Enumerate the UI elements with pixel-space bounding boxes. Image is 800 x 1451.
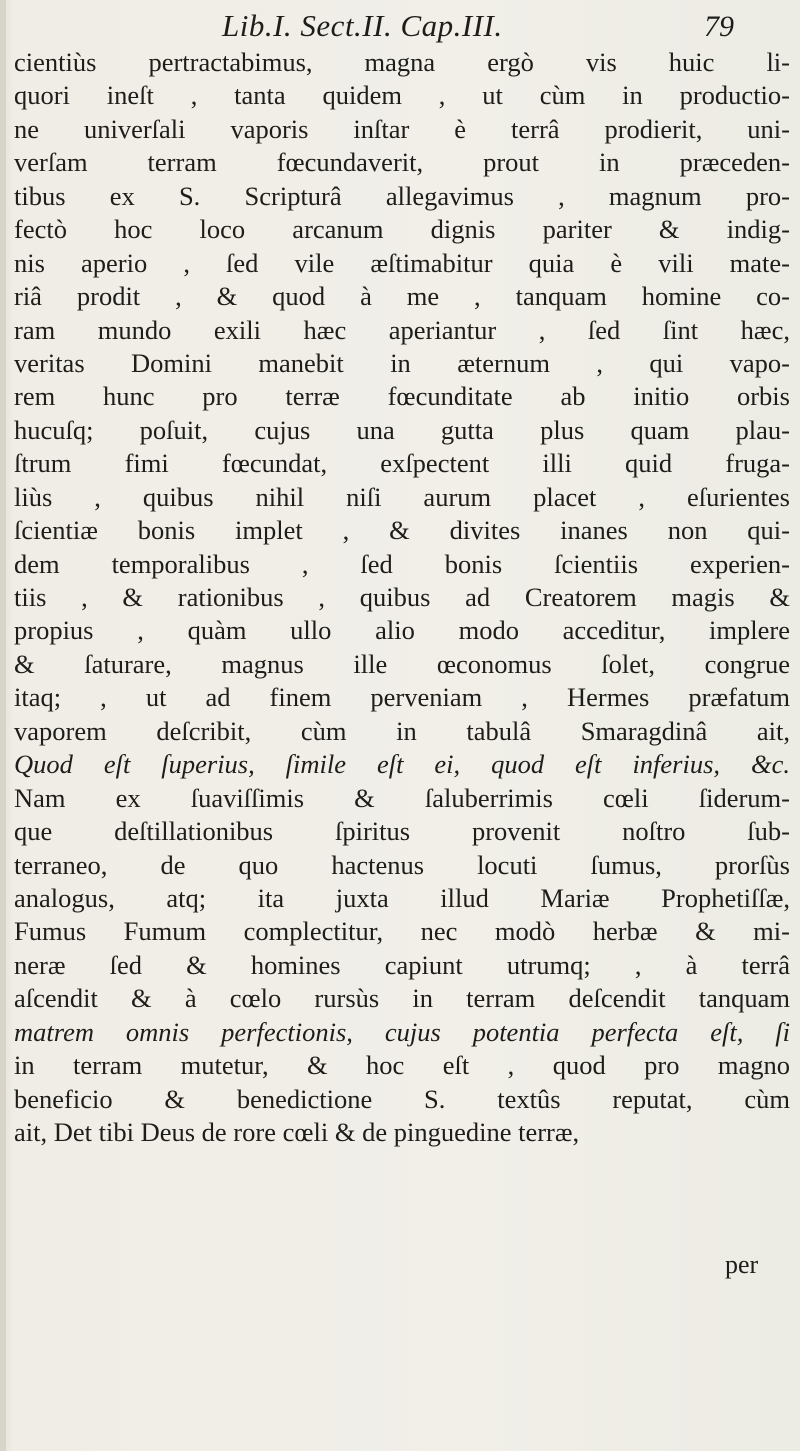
text-line: ſtrum fimi fœcundat, exſpectent illi quid fruga- <box>14 448 790 479</box>
text-line: rem hunc pro terræ fœcunditate ab initio orbis <box>14 381 790 412</box>
text-line: Nam ex ſuaviſſimis & ſaluberrimis cœli ſiderum- <box>14 782 790 813</box>
page-number: 79 <box>704 10 734 43</box>
text-line: quori ineſt , tanta quidem , ut cùm in productio- <box>14 80 790 111</box>
text-line: propius , quàm ullo alio modo acceditur, implere <box>14 615 790 646</box>
text-line: Quod eſt ſuperius, ſimile eſt ei, quod eſt inferius, &c. <box>14 749 790 780</box>
text-line: que deſtillationibus ſpiritus provenit noſtro ſub- <box>14 816 790 847</box>
text-line: neræ ſed & homines capiunt utrumq; , à terrâ <box>14 949 790 980</box>
body-text <box>14 46 790 1149</box>
text-line: liùs , quibus nihil niſi aurum placet , eſurientes <box>14 481 790 512</box>
text-line: dem temporalibus , ſed bonis ſcientiis experien- <box>14 548 790 579</box>
text-line: ram mundo exili hæc aperiantur , ſed ſint hæc, <box>14 314 790 345</box>
text-line: tibus ex S. Scripturâ allegavimus , magnum pro- <box>14 180 790 211</box>
text-line: cientiùs pertractabimus, magna ergò vis huic li- <box>14 47 790 77</box>
text-line: verſam terram fœcundaverit, prout in præceden- <box>14 147 790 178</box>
text-line: hucuſq; poſuit, cujus una gutta plus quam plau- <box>14 414 790 445</box>
text-line: itaq; , ut ad finem perveniam , Hermes præfatum <box>14 682 790 713</box>
text-line: ne univerſali vaporis inſtar è terrâ prodierit, uni- <box>14 113 790 144</box>
text-line: ſcientiæ bonis implet , & divites inanes non qui- <box>14 515 790 546</box>
text-line: in terram mutetur, & hoc eſt , quod pro magno <box>14 1050 790 1081</box>
text-line: veritas Domini manebit in æternum , qui vapo- <box>14 347 790 378</box>
text-line: analogus, atq; ita juxta illud Mariæ Prophetiſſæ, <box>14 882 790 913</box>
running-head <box>0 6 800 44</box>
text-line: Fumus Fumum complectitur, nec modò herbæ & mi- <box>14 916 790 947</box>
text-line: terraneo, de quo hactenus locuti ſumus, prorſùs <box>14 849 790 880</box>
text-line: fectò hoc loco arcanum dignis pariter & indig- <box>14 214 790 245</box>
text-line: matrem omnis perfectionis, cujus potentia perfecta eſt, ſi <box>14 1016 790 1047</box>
text-line: tiis , & rationibus , quibus ad Creatorem magis & <box>14 582 790 612</box>
page-gutter-shadow <box>0 0 6 1451</box>
text-line: nis aperio , ſed vile æſtimabitur quia è vili mate- <box>14 247 790 278</box>
catchword: per <box>725 1250 759 1279</box>
text-line: aſcendit & à cœlo rursùs in terram deſcendit tanquam <box>14 983 790 1014</box>
text-line: riâ prodit , & quod à me , tanquam homine co- <box>14 281 790 312</box>
text-line: vaporem deſcribit, cùm in tabulâ Smaragdinâ ait, <box>14 715 790 746</box>
text-line: ait, Det tibi Deus de rore cœli & de pinguedine terræ, <box>14 1117 580 1147</box>
running-head-title: Lib.I. Sect.II. Cap.III. <box>222 8 503 43</box>
text-line: beneficio & benedictione S. textûs reputat, cùm <box>14 1083 790 1114</box>
text-line: & ſaturare, magnus ille œconomus ſolet, congrue <box>14 648 790 679</box>
